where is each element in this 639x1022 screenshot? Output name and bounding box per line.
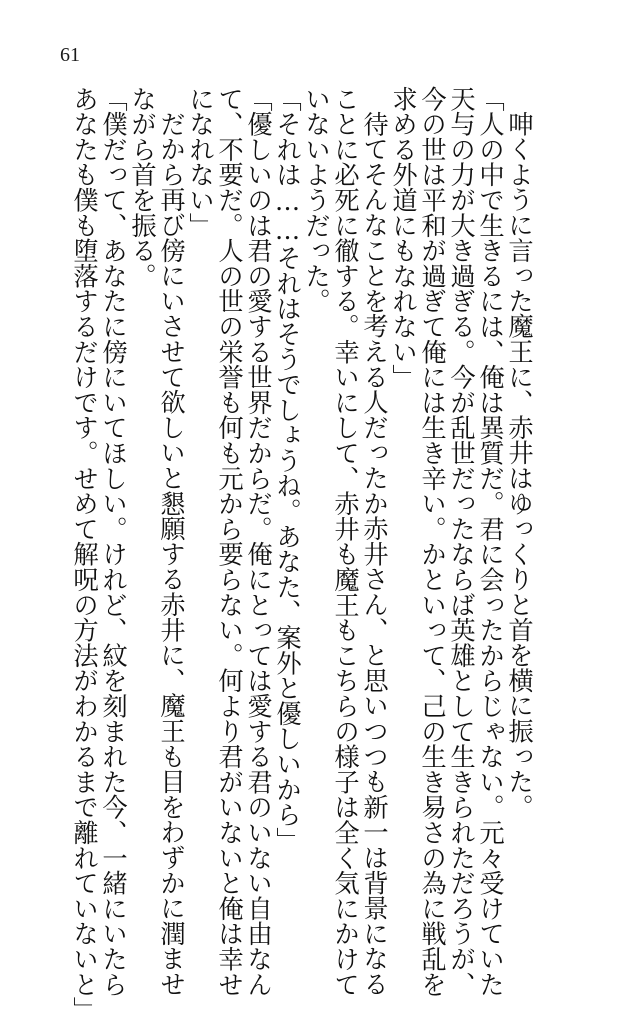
text-line: て、不要だ。人の世の栄誉も何も元から要らない。何より君がいないと俺は幸せ (215, 86, 244, 997)
text-line: 天与の力が大き過ぎる。今が乱世だったならば英雄として生きられただろうが、 (447, 86, 476, 997)
text-line: 「優しいのは君の愛する世界だからだ。俺にとっては愛する君のいない自由なん (244, 86, 273, 997)
novel-text-body (70, 86, 534, 1022)
text-line: 今の世は平和が過ぎて俺には生き辛い。かといって、己の生き易さの為に戦乱を (418, 86, 447, 997)
text-line: 待てそんなことを考える人だったか赤井さん、と思いつつも新一は背景になる (360, 111, 389, 997)
text-line: 呻くように言った魔王に、赤井はゆっくりと首を横に振った。 (505, 111, 534, 820)
text-line: ながら首を振る。 (128, 86, 157, 289)
text-line: あなたも僕も堕落するだけです。せめて解呪の方法がわかるまで離れていないと」 (70, 86, 99, 1022)
page-number: 61 (60, 44, 80, 66)
text-line: 「それは……それはそうでしょうね。あなた、案外と優しいから」 (273, 86, 302, 853)
text-line: いないようだった。 (302, 86, 331, 314)
text-line: 「人の中で生きるには、俺は異質だ。君に会ったからじゃない。元々受けていた (476, 86, 505, 997)
text-line: 求める外道にもなれない」 (389, 86, 418, 390)
text-line: 「僕だって、あなたに傍にいてほしい。けれど、紋を刻まれた今、一緒にいたら (99, 86, 128, 997)
text-line: ことに必死に徹する。幸いにして、赤井も魔王もこちらの様子は全く気にかけて (331, 86, 360, 997)
text-line: になれない」 (186, 86, 215, 238)
text-line: だから再び傍にいさせて欲しいと懇願する赤井に、魔王も目をわずかに潤ませ (157, 111, 186, 997)
